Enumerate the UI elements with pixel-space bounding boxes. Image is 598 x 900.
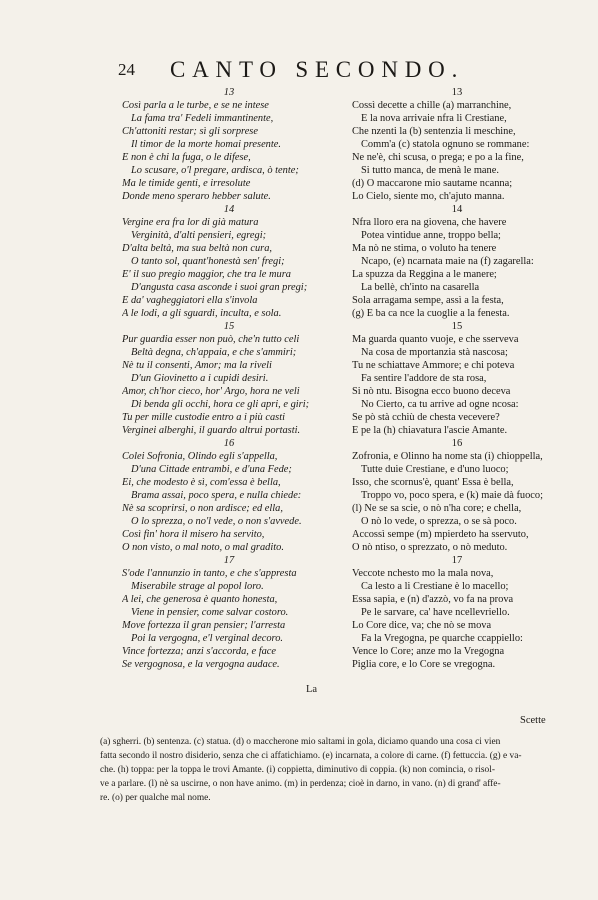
verse-line: Pe le sarvare, ca' have ncellevriello.: [361, 607, 510, 618]
verse-line: Lo scusare, o'l pregare, ardisca, ò tente;: [131, 165, 299, 176]
stanza-number: 16: [451, 438, 463, 449]
verse-line: Lo Core dice, va; che nò se mova: [352, 620, 492, 631]
verse-line: Poi la vergogna, e'l verginal decoro.: [131, 633, 283, 644]
verse-line: E' il suo pregio maggior, che tra le mura: [122, 269, 291, 280]
verse-line: Cossì decette a chille (a) marranchine,: [352, 100, 512, 111]
verse-line: Ma nò ne stima, o voluto ha tenere: [352, 243, 497, 254]
stanza-number: 15: [451, 321, 463, 332]
verse-line: Donde meno speraro hebber salute.: [122, 191, 271, 202]
dialect-verse-column: [352, 86, 562, 671]
stanza: [122, 554, 336, 671]
stanza-number: 16: [223, 438, 235, 449]
verse-line: Move fortezza il gran pensier; l'arresta: [122, 620, 286, 631]
footnote-line: ve a parlare. (l) nè sa uscirne, o non have animo. (m) in perdenza; cioè in darno, in vano. (n) di grand' affe-: [100, 779, 501, 789]
footnote-line: che. (h) toppa: per la toppa le trovi Amante. (i) coppietta, diminutivo di coppia. (k) non comincia, o risol-: [100, 765, 495, 775]
verse-line: (d) O maccarone mio sautame ncanna;: [352, 178, 513, 189]
footnote-line: re. (o) per qualche mal nome.: [100, 793, 211, 803]
verse-line: La fama tra' Fedeli immantinente,: [131, 113, 274, 124]
verse-line: Miserabile strage al popol loro.: [131, 581, 264, 592]
verse-line: Nè tu il consenti, Amor; ma la riveli: [122, 360, 272, 371]
verse-line: Amor, ch'hor cieco, hor' Argo, hora ne veli: [122, 386, 300, 397]
verse-line: Beltà degna, ch'appaia, e che s'ammiri;: [131, 347, 297, 358]
verse-line: Se vergognosa, e la vergogna audace.: [122, 659, 280, 670]
stanza: [122, 86, 336, 203]
verse-line: No Cierto, ca tu arrive ad ogne ncosa:: [361, 399, 519, 410]
verse-line: Ne ne'è, chi scusa, o prega; e po a la fine,: [352, 152, 524, 163]
verse-line: E da' vagheggiatori ella s'invola: [122, 295, 258, 306]
stanza: [122, 437, 336, 554]
verse-line: Verginei alberghi, il guardo altrui portasti.: [122, 425, 301, 436]
verse-line: A lei, che generosa è quanto honesta,: [122, 594, 278, 605]
verse-line: Nè sa scoprirsi, o non ardisce; ed ella,: [122, 503, 283, 514]
verse-line: Ei, che modesto è sì, com'essa è bella,: [122, 477, 281, 488]
verse-line: Essa sapia, e (n) d'azzò, vo fa na prova: [352, 594, 514, 605]
verse-line: Fa sentire l'addore de sta rosa,: [361, 373, 487, 384]
italian-verse-column: [122, 86, 336, 671]
footnote-line: fatta secondo il nostro disiderio, senza che ci affatichiamo. (e) incarnata, a colore di carne. (f) fettuccia. (g) e va-: [100, 751, 522, 761]
stanza: [352, 320, 562, 437]
verse-line: Comm'a (c) statola ognuno se rommane:: [361, 139, 530, 150]
verse-line: E la nova arrivaie nfra li Crestiane,: [361, 113, 507, 124]
verse-line: D'alta beltà, ma sua beltà non cura,: [122, 243, 272, 254]
stanza: [352, 437, 562, 554]
verse-line: S'ode l'annunzio in tanto, e che s'appresta: [122, 568, 297, 579]
verse-line: Sola arragama sempe, assì a la festa,: [352, 295, 504, 306]
stanza: [352, 86, 562, 203]
verse-line: Zofronia, e Olinno ha nome sta (i) chioppella,: [352, 451, 543, 462]
stanza-number: 14: [223, 204, 235, 215]
verse-line: (g) E ba ca nce la cuoglie a la fenesta.: [352, 308, 510, 319]
verse-line: A le lodi, a gli sguardi, inculta, e sola.: [122, 308, 282, 319]
verse-line: Piglia core, e lo Core se vregogna.: [352, 659, 496, 670]
stanza: [122, 203, 336, 320]
stanza-number: 14: [451, 204, 463, 215]
running-title: CANTO SECONDO.: [170, 57, 465, 82]
verse-line: O nò ntiso, o sprezzato, o nò meduto.: [352, 542, 508, 553]
verse-line: Veccote nchesto mo la mala nova,: [352, 568, 494, 579]
catchword-left: La: [306, 684, 318, 695]
verse-line: D'una Cittade entrambi, e d'una Fede;: [131, 464, 292, 475]
verse-line: Ma le timide genti, e irresolute: [122, 178, 251, 189]
verse-line: Potea vintidue anne, troppo bella;: [361, 230, 501, 241]
verse-line: Verginità, d'alti pensieri, egregi;: [131, 230, 267, 241]
verse-line: Brama assai, poco spera, e nulla chiede:: [131, 490, 302, 501]
stanza-number: 15: [223, 321, 235, 332]
verse-line: Vence lo Core; anze mo la Vregogna: [352, 646, 505, 657]
verse-line: Nfra lloro era na giovena, che havere: [352, 217, 507, 228]
verse-line: Tu ne schiattave Ammore; e chi poteva: [352, 360, 515, 371]
verse-line: Si nò ntu. Bisogna ecco buono deceva: [352, 386, 511, 397]
stanza: [352, 554, 562, 671]
verse-line: Troppo vo, poco spera, e (k) maie dà fuoco;: [361, 490, 543, 501]
verse-line: Accossì sempe (m) mpierdeto ha sservuto,: [352, 529, 529, 540]
verse-line: Ncapo, (e) ncarnata maie na (f) zagarella:: [361, 256, 534, 267]
verse-line: Di benda gli occhi, hora ce gli apri, e giri;: [131, 399, 310, 410]
verse-line: Si tutto manca, de menà le mane.: [361, 165, 499, 176]
verse-line: Tutte duie Crestiane, e d'uno luoco;: [361, 464, 509, 475]
verse-line: Così parla a le turbe, e se ne intese: [122, 100, 269, 111]
verse-line: Na cosa de mportanzia stà nascosa;: [361, 347, 508, 358]
verse-line: E non è chi la fuga, o le difese,: [122, 152, 251, 163]
verse-line: Così fin' hora il misero ha servito,: [122, 529, 265, 540]
verse-line: Il timor de la morte homai presente.: [131, 139, 281, 150]
verse-line: Ca lesto a li Crestiane è lo macello;: [361, 581, 509, 592]
verse-line: Isso, che scornus'è, quant' Essa è bella,: [352, 477, 514, 488]
verse-line: Tu per mille custodie entro a i più casti: [122, 412, 285, 423]
verse-line: Ch'attoniti restar; sì gli sorprese: [122, 126, 258, 137]
stanza-number: 17: [451, 555, 463, 566]
verse-line: La spuzza da Reggina a le manere;: [352, 269, 497, 280]
verse-line: O non visto, o mal noto, o mal gradito.: [122, 542, 284, 553]
verse-line: Colei Sofronia, Olindo egli s'appella,: [122, 451, 278, 462]
footnote-line: (a) sgherri. (b) sentenza. (c) statua. (d) o maccherone mio saltami in gola, diciamo quando una cosa ci vien: [100, 737, 501, 747]
verse-line: Che nzenti la (b) sentenzia li meschine,: [352, 126, 516, 137]
page-number: 24: [118, 60, 135, 79]
stanza-number: 13: [223, 87, 235, 98]
footnotes: [100, 735, 570, 805]
stanza: [352, 203, 562, 320]
verse-line: Viene in pensier, come salvar costoro.: [131, 607, 289, 618]
verse-line: O lo sprezza, o no'l vede, o non s'avvede.: [131, 516, 302, 527]
verse-line: Ma guarda quanto vuoje, e che sserveva: [352, 334, 519, 345]
verse-line: O tanto sol, quant'honestà sen' fregi;: [131, 256, 285, 267]
page-header: [118, 57, 558, 84]
catchword-right: Scette: [520, 715, 546, 726]
stanza: [122, 320, 336, 437]
verse-line: E pe la (h) chiavatura l'ascie Amante.: [352, 425, 508, 436]
stanza-number: 13: [451, 87, 463, 98]
verse-line: Se pò stà cchiù de chesta vecevere?: [352, 412, 500, 423]
verse-line: Vince fortezza; anzi s'accorda, e face: [122, 646, 277, 657]
verse-line: Lo Cielo, siente mo, ch'ajuto manna.: [352, 191, 505, 202]
verse-line: La bellè, ch'into na casarella: [361, 282, 480, 293]
verse-line: D'angusta casa asconde i suoi gran pregi;: [131, 282, 308, 293]
verse-line: Vergine era fra lor di già matura: [122, 217, 259, 228]
verse-line: Fa la Vregogna, pe quarche ccappiello:: [361, 633, 523, 644]
verse-line: O nò lo vede, o sprezza, o se sà poco.: [361, 516, 517, 527]
verse-line: (l) Ne se sa scie, o nò n'ha core; e chella,: [352, 503, 522, 514]
verse-line: Pur guardia esser non può, che'n tutto celi: [122, 334, 300, 345]
verse-line: D'un Giovinetto a i cupidi desiri.: [131, 373, 269, 384]
stanza-number: 17: [223, 555, 235, 566]
